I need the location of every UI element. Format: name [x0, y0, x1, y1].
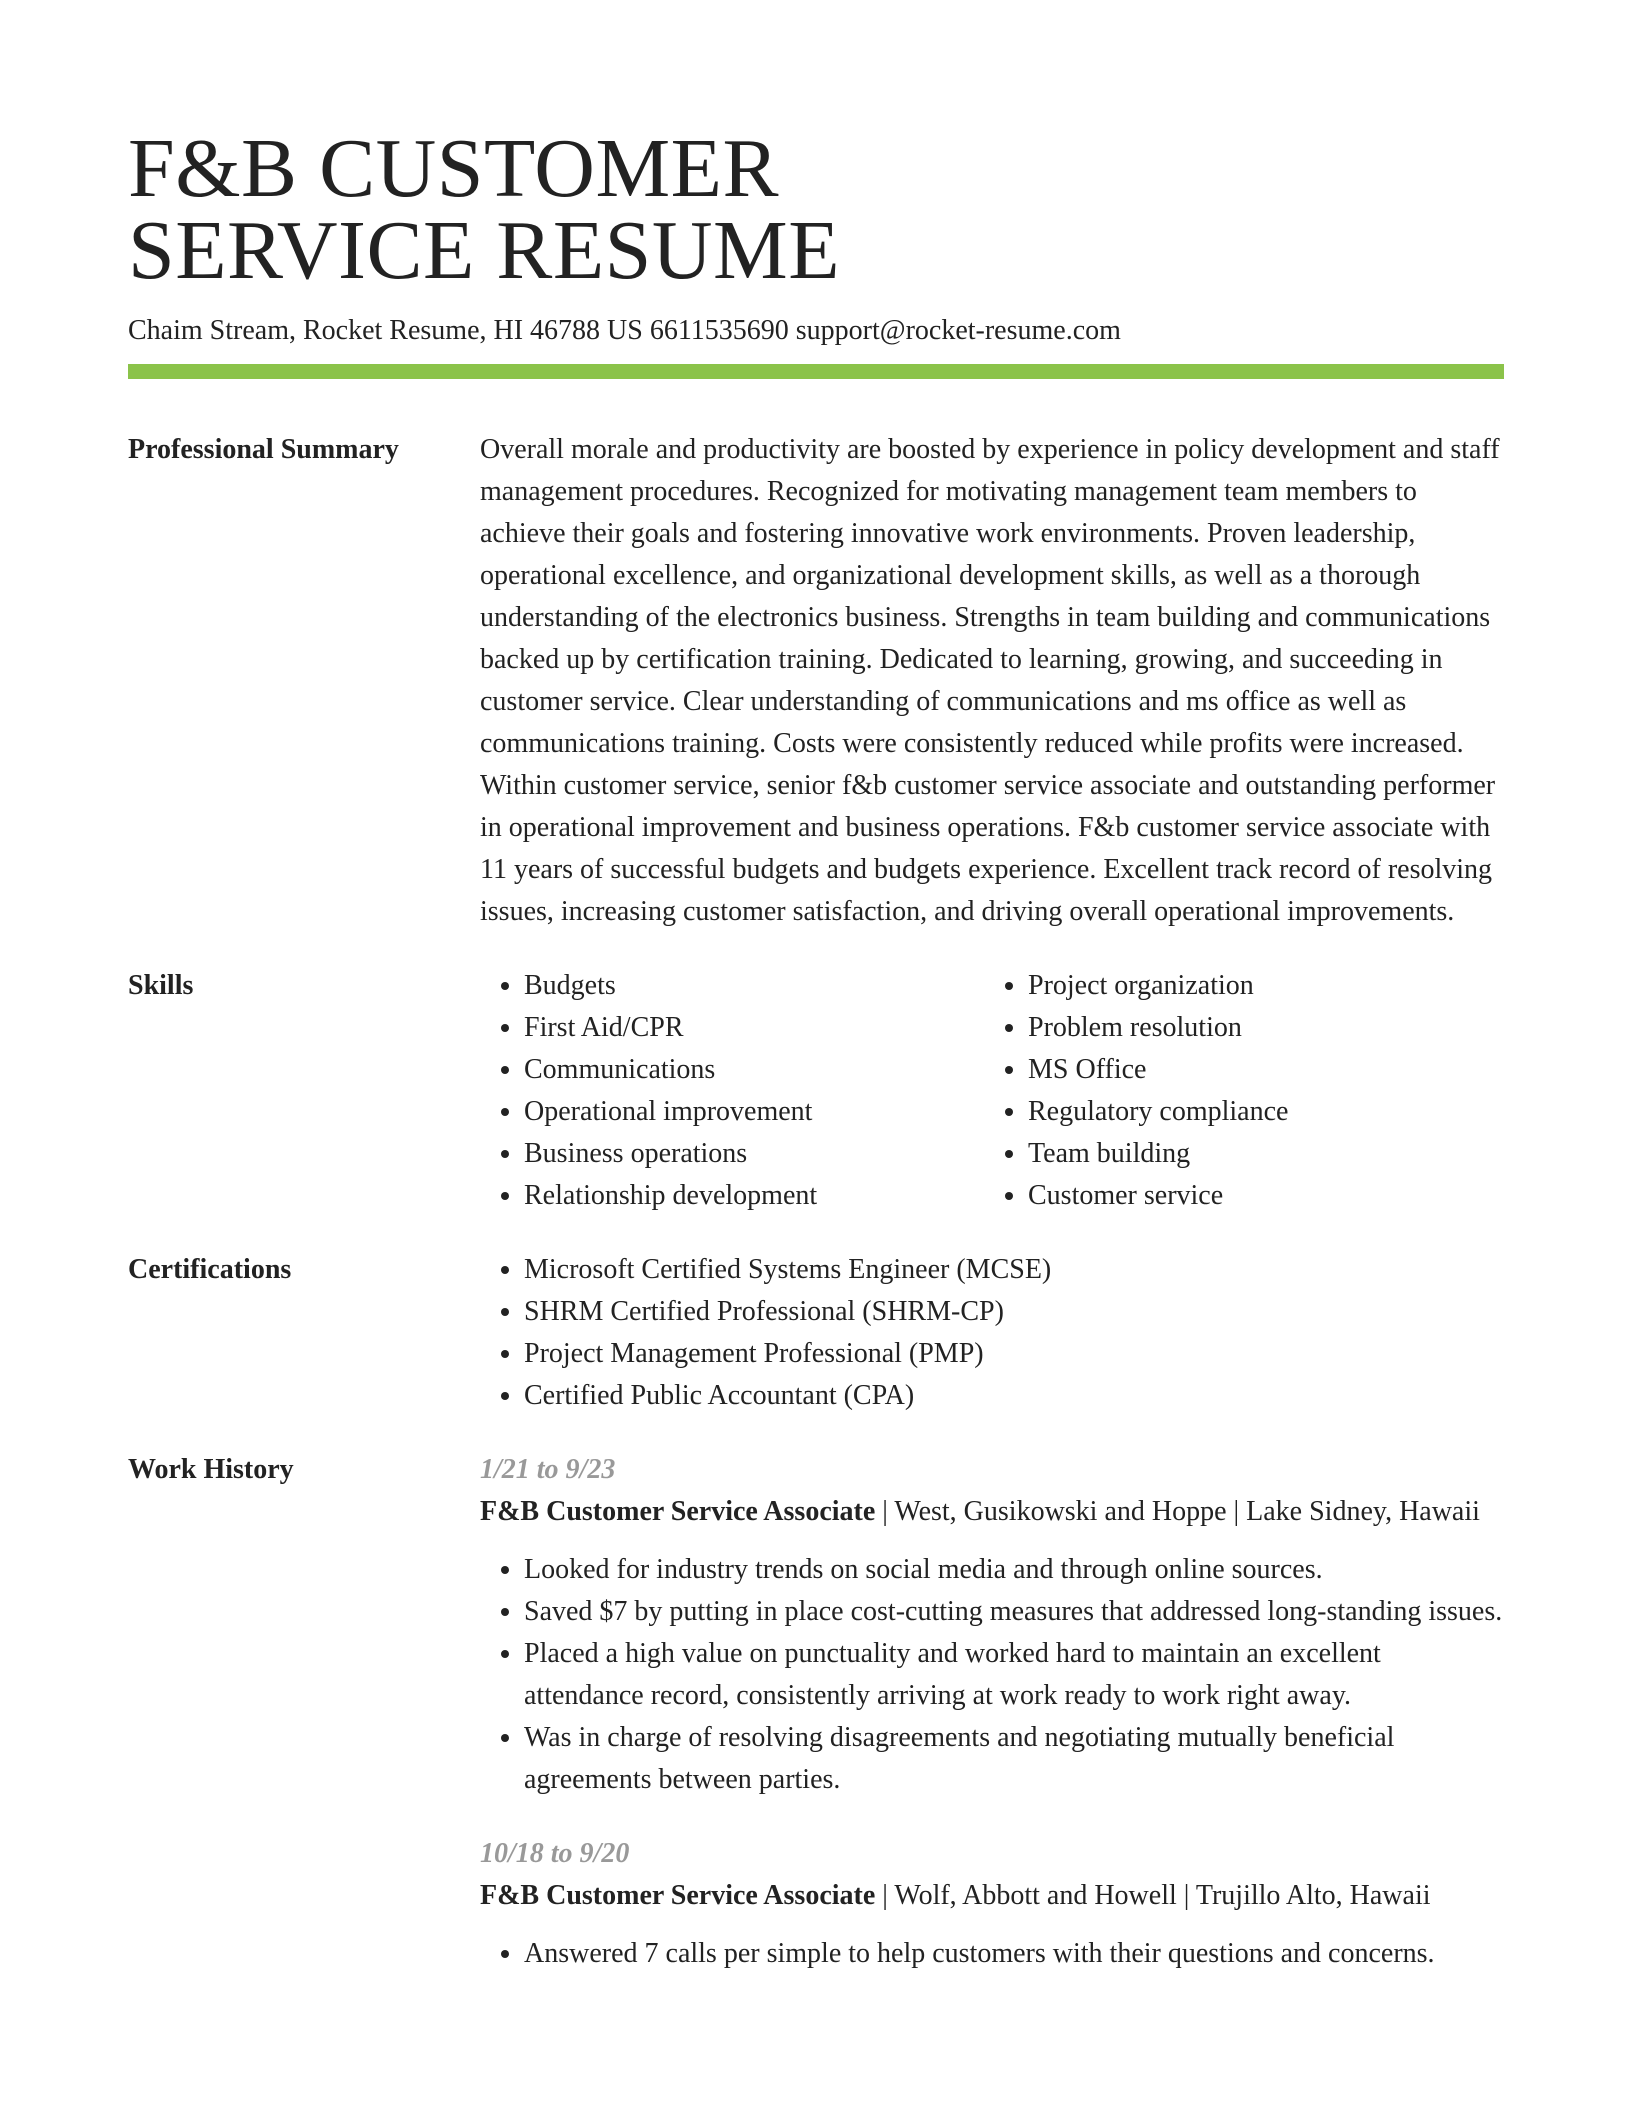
summary-section	[128, 429, 1504, 933]
skill-item: • Budgets	[524, 965, 984, 1007]
job-entry	[480, 1833, 1504, 1975]
skill-item: • First Aid/CPR	[524, 1007, 984, 1049]
certification-item: • Project Management Professional (PMP)	[524, 1333, 1504, 1375]
work-history-section	[128, 1449, 1504, 1975]
skills-column-2	[984, 965, 1488, 1217]
section-label: Work History	[128, 1454, 294, 1485]
skills-list-1	[480, 965, 984, 1217]
certification-item: • Certified Public Accountant (CPA)	[524, 1375, 1504, 1417]
skills-columns	[480, 965, 1504, 1217]
job-title: F&B Customer Service Associate	[480, 1880, 876, 1911]
skill-item: • Project organization	[1028, 965, 1488, 1007]
job-heading	[480, 1491, 1504, 1533]
job-entry	[480, 1449, 1504, 1801]
contact-line: Chaim Stream, Rocket Resume, HI 46788 US 6611535690 support@rocket-resume.com	[128, 315, 1121, 346]
skill-item: • Regulatory compliance	[1028, 1091, 1488, 1133]
skills-column-1	[480, 965, 984, 1217]
section-label: Certifications	[128, 1254, 292, 1285]
job-bullet: • Answered 7 calls per simple to help customers with their questions and concerns.	[524, 1933, 1504, 1975]
skill-item: • Communications	[524, 1049, 984, 1091]
section-label: Professional Summary	[128, 434, 399, 465]
job-heading	[480, 1875, 1504, 1917]
job-dates: 1/21 to 9/23	[480, 1454, 616, 1485]
skill-item: • Relationship development	[524, 1175, 984, 1217]
job-bullets	[480, 1549, 1504, 1801]
certification-item: • SHRM Certified Professional (SHRM-CP)	[524, 1291, 1504, 1333]
job-bullet: • Looked for industry trends on social media and through online sources.	[524, 1549, 1504, 1591]
skill-item: • Business operations	[524, 1133, 984, 1175]
resume-title	[128, 122, 1504, 297]
section-body	[480, 429, 1504, 933]
job-bullets	[480, 1933, 1504, 1975]
certifications-section	[128, 1249, 1504, 1417]
skill-item: • Problem resolution	[1028, 1007, 1488, 1049]
job-employer-location: | West, Gusikowski and Hoppe | Lake Sidney, Hawaii	[875, 1496, 1480, 1527]
title-line-1: F&B CUSTOMER	[128, 122, 779, 215]
job-bullet: • Was in charge of resolving disagreements and negotiating mutually beneficial agreements between parties.	[524, 1717, 1504, 1801]
resume-page	[128, 122, 1504, 1975]
job-title: F&B Customer Service Associate	[480, 1496, 876, 1527]
job-bullet: • Saved $7 by putting in place cost-cutting measures that addressed long-standing issues.	[524, 1591, 1504, 1633]
skill-item: • Team building	[1028, 1133, 1488, 1175]
certifications-list	[480, 1249, 1504, 1417]
summary-text: Overall morale and productivity are boosted by experience in policy development and staff management procedures. Recognized for motivating management team members to achieve their goals and fostering innovative work environments. Proven leadership, operational excellence, and organizational development skills, as well as a thorough understanding of the electronics business. Strengths in team building and communications backed up by certification training. Dedicated to learning, growing, and succeeding in customer service. Clear understanding of communications and ms office as well as communications training. Costs were consistently reduced while profits were increased. Within customer service, senior f&b customer service associate and outstanding performer in operational improvement and business operations. F&b customer service associate with 11 years of successful budgets and budgets experience. Excellent track record of resolving issues, increasing customer satisfaction, and driving overall operational improvements.	[480, 434, 1500, 927]
skills-list-2	[984, 965, 1488, 1217]
certification-item: • Microsoft Certified Systems Engineer (MCSE)	[524, 1249, 1504, 1291]
accent-divider	[128, 364, 1504, 379]
skill-item: • Customer service	[1028, 1175, 1488, 1217]
job-employer-location: | Wolf, Abbott and Howell | Trujillo Alto, Hawaii	[875, 1880, 1431, 1911]
section-body	[480, 1249, 1504, 1417]
skill-item: • Operational improvement	[524, 1091, 984, 1133]
title-line-2: SERVICE RESUME	[128, 204, 841, 297]
section-label: Skills	[128, 970, 194, 1001]
section-body	[480, 1449, 1504, 1975]
job-dates: 10/18 to 9/20	[480, 1838, 630, 1869]
job-bullet: • Placed a high value on punctuality and worked hard to maintain an excellent attendance record, consistently arriving at work ready to work right away.	[524, 1633, 1504, 1717]
skills-section	[128, 965, 1504, 1217]
skill-item: • MS Office	[1028, 1049, 1488, 1091]
